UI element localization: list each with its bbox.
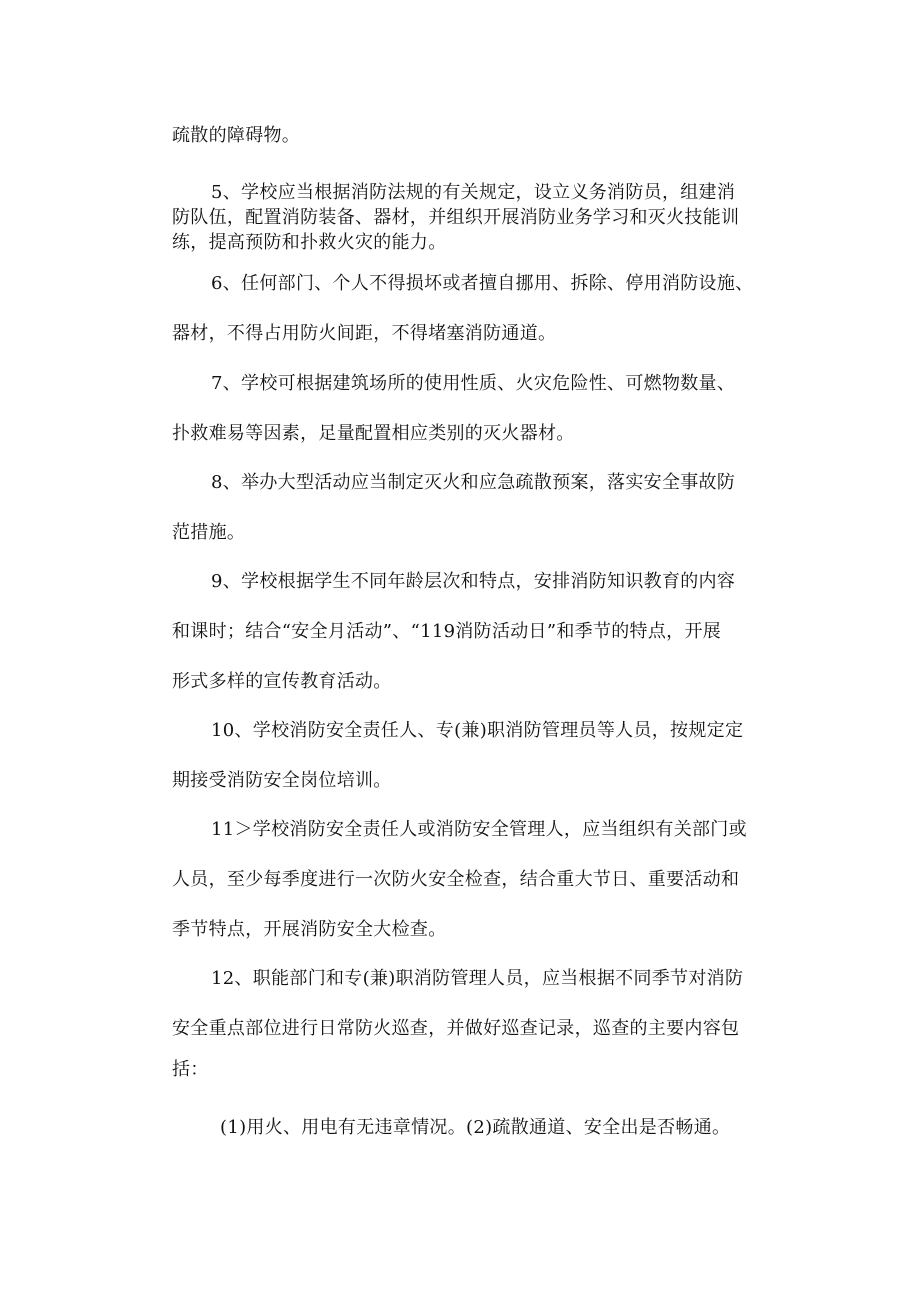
- paragraph-7-line-1: 7、学校可根据建筑场所的使用性质、火灾危险性、可燃物数量、: [211, 373, 736, 394]
- paragraph-5-line-1: 5、学校应当根据消防法规的有关规定，设立义务消防员，组建消: [211, 182, 736, 203]
- paragraph-9-line-1: 9、学校根据学生不同年龄层次和特点，安排消防知识教育的内容: [211, 571, 736, 592]
- paragraph-8-line-2: 范措施。: [172, 522, 246, 543]
- paragraph-5-line-2: 防队伍，配置消防装备、器材，并组织开展消防业务学习和灭火技能训: [172, 207, 740, 228]
- paragraph-7-line-2: 扑救难易等因素，足量配置相应类别的灭火器材。: [172, 423, 575, 444]
- paragraph-11-line-3: 季节特点，开展消防安全大检查。: [172, 919, 447, 940]
- paragraph-11-line-2: 人员，至少每季度进行一次防火安全检查，结合重大节日、重要活动和: [172, 869, 740, 890]
- paragraph-6-line-1: 6、任何部门、个人不得损坏或者擅自挪用、拆除、停用消防设施、: [211, 273, 754, 294]
- inspection-items-line: (1)用火、用电有无违章情况。(2)疏散通道、安全出是否畅通。: [220, 1117, 731, 1138]
- paragraph-9-line-3: 形式多样的宣传教育活动。: [172, 671, 392, 692]
- paragraph-11-line-1: 11＞学校消防安全责任人或消防安全管理人，应当组织有关部门或: [211, 819, 747, 840]
- paragraph-12-line-1: 12、职能部门和专(兼)职消防管理人员，应当根据不同季节对消防: [211, 968, 744, 989]
- paragraph-9-line-2: 和课时；结合“安全月活动”、“119消防活动日”和季节的特点，开展: [172, 621, 722, 642]
- paragraph-12-line-3: 括：: [172, 1059, 209, 1080]
- paragraph-10-line-1: 10、学校消防安全责任人、专(兼)职消防管理员等人员，按规定定: [211, 720, 744, 741]
- paragraph-5-line-3: 练，提高预防和扑救火灾的能力。: [172, 232, 447, 253]
- paragraph-6-line-2: 器材，不得占用防火间距，不得堵塞消防通道。: [172, 323, 557, 344]
- paragraph-10-line-2: 期接受消防安全岗位培训。: [172, 770, 392, 791]
- text-line: 疏散的障碍物。: [172, 125, 301, 146]
- paragraph-12-line-2: 安全重点部位进行日常防火巡查，并做好巡查记录，巡查的主要内容包: [172, 1018, 740, 1039]
- paragraph-8-line-1: 8、举办大型活动应当制定灭火和应急疏散预案，落实安全事故防: [211, 472, 736, 493]
